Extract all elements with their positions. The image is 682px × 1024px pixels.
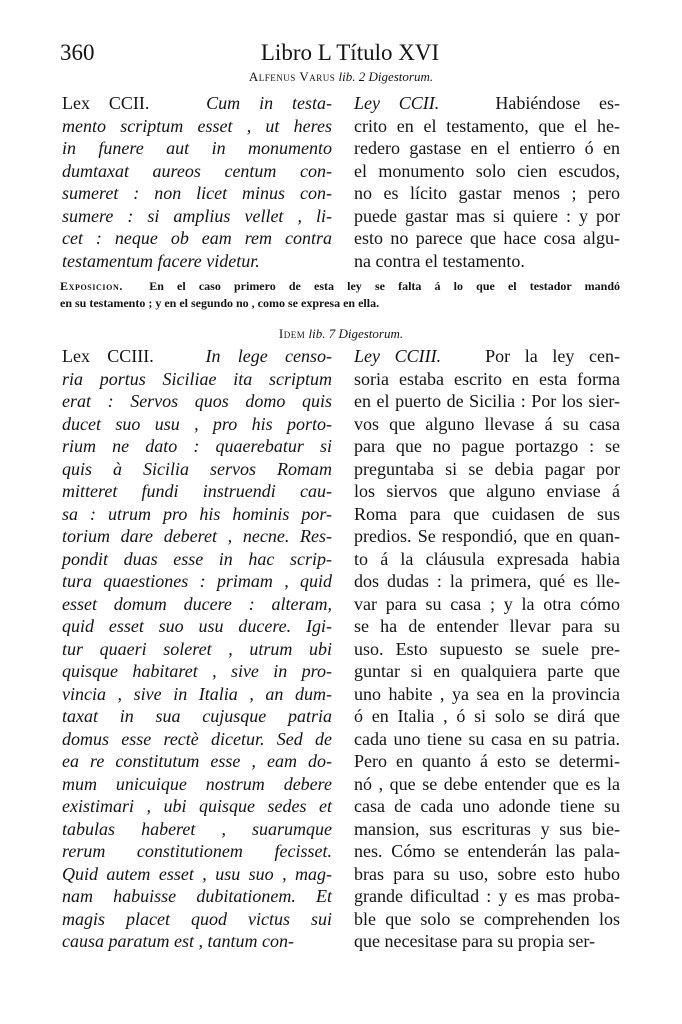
latin-line: domus esse rectè dicetur. Sed de [62, 728, 332, 749]
spanish-line: se ha de entender llevar para su [354, 616, 620, 636]
spanish-line: grande dificultad : y es mas proba- [354, 886, 620, 906]
latin-line: quisque habitaret , sive in pro- [62, 661, 332, 681]
spanish-line: para que no pague portazgo : se [354, 436, 620, 456]
spanish-line: redero gastase en el entierro ó en [354, 138, 620, 158]
spanish-column-ley-cciii [354, 345, 620, 953]
spanish-line: esto no parece que hace cosa algu- [354, 228, 620, 248]
spanish-line: mansion, sus escrituras y sus bie- [354, 818, 620, 839]
latin-line: nam habuisse dubitationem. Et [62, 886, 332, 906]
spanish-line: no es lícito gastar menos ; pero [354, 183, 620, 203]
page-number: 360 [60, 40, 95, 65]
spanish-line: en el puerto de Sicilia : Por los sier- [354, 391, 620, 411]
latin-line: torium dare deberet , necne. Res- [62, 526, 332, 546]
spanish-line: los siervos que alguno enviase á [354, 481, 620, 501]
latin-column-lex-cciii [62, 345, 332, 953]
attribution-author: Idem [278, 326, 306, 341]
spanish-line: puede gastar mas si quiere : y por [354, 205, 620, 226]
latin-line: esset domum ducere : alteram, [62, 593, 332, 614]
latin-line: vincia , sive in Italia , an dum- [62, 683, 332, 704]
spanish-line: vos que alguno llevase á su casa [354, 413, 620, 434]
exposicion-note [60, 278, 620, 312]
latin-line: rium ne dato : quaerebatur si [62, 436, 332, 456]
spanish-line: soria estaba escrito en esta forma [354, 368, 620, 389]
latin-line: tabulas haberet , suarumque [62, 818, 332, 839]
attribution-source: lib. 2 Digestorum. [338, 69, 434, 84]
spanish-line: bras para su uso, sobre esto hubo [354, 863, 620, 884]
spanish-line: el monumento solo cien escudos, [354, 160, 620, 181]
spanish-line: dos dudas : la primera, qué es lle- [354, 571, 620, 591]
law-heading: Lex CCII. [62, 93, 150, 113]
latin-line: existimari , ubi quisque sedes et [62, 796, 332, 816]
exposicion-line: Exposicion. En el caso primero de esta ley se falta á lo que el testador mandó [60, 279, 621, 293]
latin-line: in funere aut in monumento [62, 138, 332, 158]
page-header [60, 40, 640, 70]
spanish-line: ble que solo se comprehenden los [354, 908, 620, 929]
exposicion-line: en su testamento ; y en el segundo no , como se expresa en ella. [60, 296, 380, 310]
latin-line: erat : Servos quos domo quis [62, 391, 332, 411]
attribution-lex-cciii [0, 326, 682, 342]
latin-line: cet : neque ob eam rem contra [62, 228, 332, 248]
spanish-line: var para su casa ; y la otra cómo [354, 593, 620, 614]
spanish-line: preguntaba si se debia pagar por [354, 458, 620, 479]
latin-line: quid esset suo usu ducere. Igi- [62, 616, 332, 636]
spanish-line: uno habite , ya sea en la provincia [354, 683, 620, 704]
latin-line: tur quaeri soleret , utrum ubi [62, 638, 332, 659]
spanish-line: guntar si en qualquiera parte que [354, 661, 620, 681]
spanish-line: predios. Se respondió, que en quan- [354, 526, 620, 546]
attribution-source: lib. 7 Digestorum. [308, 326, 404, 341]
latin-line: quis à Sicilia servos Romam [62, 458, 332, 479]
latin-line: sumere : si amplius vellet , li- [62, 205, 332, 226]
spanish-line: Pero en quanto á esto se determi- [354, 751, 620, 771]
latin-line: mitteret fundi instruendi cau- [62, 481, 332, 501]
spanish-column-ley-ccii [354, 92, 620, 272]
latin-line: causa paratum est , tantum con- [62, 931, 294, 951]
spanish-line: Ley CCII. Habiéndose es- [354, 93, 620, 113]
attribution-author: Alfenus Varus [248, 69, 336, 84]
latin-line: taxat in sua cujusque patria [62, 706, 332, 726]
spanish-line: cada uno tiene su casa en su patria. [354, 728, 620, 749]
attribution-lex-ccii [0, 69, 682, 85]
latin-line: Quid autem esset , usu suo , mag- [62, 863, 332, 884]
spanish-line: casa de cada uno adonde tiene su [354, 796, 620, 816]
spanish-line: que necesitase para su propia ser- [354, 931, 596, 951]
latin-line: pondit duas esse in hac scrip- [62, 548, 332, 569]
latin-line: mento scriptum esset , ut heres [62, 115, 332, 136]
law-heading: Lex CCIII. [62, 346, 154, 366]
latin-line: ea re constitutum esse , eam do- [62, 751, 332, 771]
law-heading: Ley CCIII. [354, 346, 442, 366]
latin-column-lex-ccii [62, 92, 332, 272]
spanish-line: Roma para que cuidasen de sus [354, 503, 620, 524]
spanish-line: ó en Italia , ó si solo se dirá que [354, 706, 620, 726]
latin-line: rerum constitutionem fecisset. [62, 841, 332, 861]
spanish-line: Ley CCIII. Por la ley cen- [354, 346, 621, 366]
latin-line: testamentum facere videtur. [62, 250, 260, 271]
latin-line: sa : utrum pro his hominis por- [62, 503, 332, 524]
spanish-line: nó , que se debe entender que es la [354, 773, 620, 794]
latin-line: ducet suo usu , pro his porto- [62, 413, 332, 434]
law-heading: Ley CCII. [354, 93, 440, 113]
latin-line: magis placet quod victus sui [62, 908, 332, 929]
latin-line: Lex CCII. Cum in testa- [62, 93, 333, 113]
latin-line: Lex CCIII. In lege censo- [62, 346, 333, 366]
latin-line: ria portus Siciliae ita scriptum [62, 368, 332, 389]
latin-line: sumeret : non licet minus con- [62, 183, 332, 203]
latin-line: mum unicuique nostrum debere [62, 773, 332, 794]
spanish-line: nes. Cómo se entenderán las pala- [354, 841, 620, 861]
spanish-line: na contra el testamento. [354, 250, 525, 271]
spanish-line: uso. Esto supuesto se suele pre- [354, 638, 620, 659]
spanish-line: crito en el testamento, que el he- [354, 115, 620, 136]
spanish-line: to á la cláusula expresada habia [354, 548, 620, 569]
latin-line: tura quaestiones : primam , quid [62, 571, 332, 591]
exposicion-label: Exposicion. [60, 279, 123, 293]
running-title: Libro L Título XVI [260, 40, 440, 65]
latin-line: dumtaxat aureos centum con- [62, 160, 332, 181]
